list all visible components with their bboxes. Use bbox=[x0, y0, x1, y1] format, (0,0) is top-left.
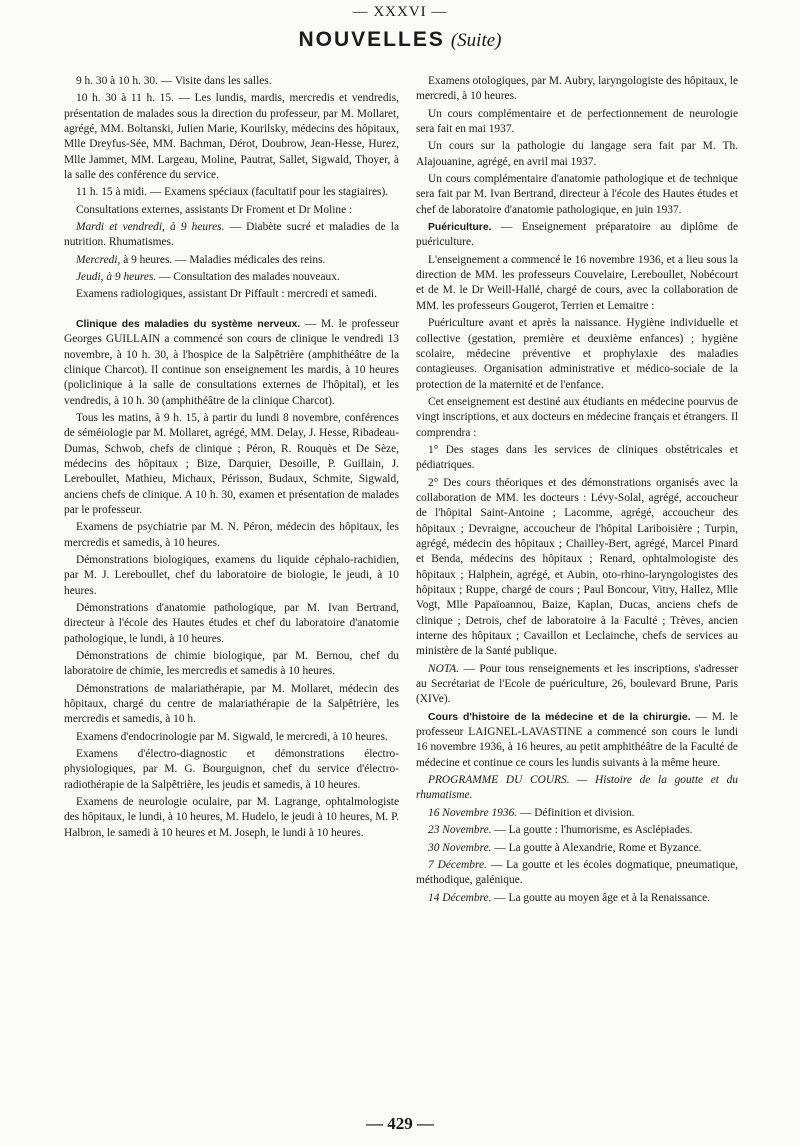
paragraph-lead: Mardi et vendredi, à 9 heures. bbox=[76, 221, 225, 234]
paragraph-text: — Définition et division. bbox=[517, 806, 635, 819]
paragraph bbox=[416, 662, 738, 708]
paragraph-text: Démonstrations biologiques, examens du liquide céphalo-rachidien, par M. J. Lereboullet, chef du laboratoire de biologie, le jeudi, à 10 heures. bbox=[64, 553, 399, 597]
paragraph-text: Cet enseignement est destiné aux étudiants en médecine pourvus de vingt inscriptions, et aux docteurs en médecine français et étrangers. Il comprendra : bbox=[416, 395, 738, 439]
paragraph-text: Un cours complémentaire d'anatomie pathologique et de technique sera fait par M. Ivan Bertrand, directeur à l'école des Hautes études et chef de laboratoire d'anatomie pathologique, en juin 1937. bbox=[416, 173, 738, 216]
page-title bbox=[0, 28, 800, 52]
section-heading: Puériculture. bbox=[428, 222, 492, 234]
paragraph bbox=[64, 730, 399, 745]
paragraph bbox=[416, 858, 738, 889]
right-column bbox=[416, 74, 738, 908]
running-head: — XXXVI — bbox=[352, 4, 448, 20]
paragraph-text: 11 h. 15 à midi. — Examens spéciaux (facultatif pour les stagiaires). bbox=[76, 186, 389, 199]
paragraph-text: — Diabète sucré et maladies de la nutrition. Rhumatismes. bbox=[64, 221, 399, 249]
paragraph-lead: 23 Novembre. bbox=[428, 824, 492, 837]
paragraph-text: — M. le professeur LAIGNEL-LAVASTINE a commencé son cours le lundi 16 novembre 1936, à 16 heures, au petit amphithéâtre de la Faculté de médecine et continue ce cours les lundis suivants à la même heure. bbox=[416, 710, 738, 769]
paragraph-text: — La goutte à Alexandrie, Rome et Byzance. bbox=[491, 841, 702, 854]
paragraph bbox=[64, 203, 399, 218]
paragraph-text: — La goutte : l'humorisme, es Asclépiades. bbox=[491, 824, 693, 837]
left-column bbox=[64, 74, 399, 843]
paragraph-lead: 16 Novembre 1936. bbox=[428, 806, 518, 819]
paragraph-text: 2° Des cours théoriques et des démonstrations organisés avec la collaboration de MM. les docteurs : Lévy-Solal, agrégé, accoucheur de l'hôpital Saint-Antoine ; Lacomme, agrégé, accoucheur des hôpitaux ; Devraigne, accoucheur de l'hôpital Lariboisière ; Turpin, agrégé, médecin des hôpitaux ; Chailley-Bert, agrégé, Marcel Pinard et Benda, médecins des hôpitaux ; Renard, ophtalmologiste des hôpitaux ; Halphein, agrégé, et Aubin, oto-rhino-laryngologistes des hôpitaux ; Ruppe, chargé de cours ; Paul Boncour, Vitry, Hallez, Mlle Vogt, Mlle Papaïoannou, Baize, Kaplan, Ducas, anciens chefs de clinique ; Detrois, chef de laboratoire à la Faculté ; Trèves, ancien interne des hôpitaux ; Cavaillon et Leclainche, chefs de services au ministère de la Santé publique. bbox=[416, 476, 738, 658]
paragraph-text: Tous les matins, à 9 h. 15, à partir du lundi 8 novembre, conférences de séméiologie par M. Mollaret, agrégé, MM. Delay, J. Hesse, Ribadeau-Dumas, Schwob, chefs de clinique ; Péron, R. Rouquès et De Sèze, médecins des hôpitaux ; Bize, Darquier, Desoille, P. Guillain, J. Lereboullet, Mathieu, Michaux, Périsson, Budaux, Schmite, Sigwald, anciens chefs de clinique. A 10 h. 30, examen et présentation de malades par le professeur. bbox=[64, 411, 399, 516]
paragraph bbox=[64, 520, 399, 551]
paragraph-text: Examens de psychiatrie par M. N. Péron, médecin des hôpitaux, les mercredis et samedis, à 10 heures. bbox=[64, 521, 399, 549]
section-heading: Clinique des maladies du système nerveux. bbox=[76, 318, 301, 330]
paragraph-text: Consultations externes, assistants Dr Froment et Dr Moline : bbox=[76, 203, 353, 216]
paragraph bbox=[64, 220, 399, 251]
paragraph-text: Démonstrations d'anatomie pathologique, par M. Ivan Bertrand, directeur à l'école des Hautes études et chef du laboratoire d'anatomie pathologique, le lundi, à 10 heures. bbox=[64, 602, 399, 645]
paragraph bbox=[64, 91, 399, 183]
paragraph bbox=[416, 443, 738, 474]
paragraph-text: Examens d'électro-diagnostic et démonstrations électro-physiologiques, par M. G. Bourguignon, chef du service d'électro-radiothérapie de la Salpêtrière, les jeudis et samedis, à 10 heures. bbox=[64, 748, 399, 791]
paragraph bbox=[64, 682, 399, 728]
paragraph bbox=[416, 823, 738, 838]
paragraph-lead: Jeudi, à 9 heures. bbox=[76, 271, 157, 284]
paragraph bbox=[64, 287, 399, 302]
paragraph bbox=[64, 601, 399, 647]
paragraph-text: L'enseignement a commencé le 16 novembre 1936, et a lieu sous la direction de MM. les professeurs Couvelaire, Lereboullet, Nobécourt et de M. le Dr Weill-Hallé, chargé de cours, avec la collaboration de MM. les professeurs Gougerot, Terrien et Lemaitre : bbox=[416, 253, 738, 312]
paragraph-lead: 7 Décembre. bbox=[428, 858, 487, 871]
paragraph-text: Un cours complémentaire et de perfectionnement de neurologie sera fait en mai 1937. bbox=[416, 107, 738, 136]
paragraph-text: — Pour tous renseignements et les inscriptions, s'adresser au Secrétariat de l'Ecole de puériculture, 26, boulevard Brune, Paris (XIVe). bbox=[416, 662, 738, 706]
paragraph bbox=[64, 270, 399, 285]
page-number: — 429 — bbox=[366, 1114, 434, 1133]
paragraph-lead: 30 Novembre. bbox=[428, 841, 492, 854]
paragraph-text: 9 h. 30 à 10 h. 30. — Visite dans les salles. bbox=[76, 75, 272, 87]
section-heading: Cours d'histoire de la médecine et de la chirurgie. bbox=[428, 711, 691, 723]
paragraph-text: Examens otologiques, par M. Aubry, laryngologiste des hôpitaux, le mercredi, à 10 heures. bbox=[416, 75, 738, 103]
paragraph bbox=[416, 395, 738, 441]
title-suffix: (Suite) bbox=[450, 30, 502, 51]
paragraph-text: à 9 heures. — Maladies médicales des reins. bbox=[120, 253, 326, 266]
paragraph bbox=[64, 253, 399, 268]
paragraph bbox=[416, 773, 738, 804]
paragraph bbox=[64, 74, 399, 89]
paragraph-text: Examens de neurologie oculaire, par M. Lagrange, ophtalmologiste des hôpitaux, le lundi, à 10 heures, M. Hudelo, le jeudi à 10 heures, M. P. Halbron, le samedi à 10 heures et M. Joseph, le lundi à 10 heures. bbox=[64, 796, 399, 839]
paragraph-text: Démonstrations de chimie biologique, par M. Bernou, chef du laboratoire de chimie, les mercredis et samedis à 10 heures. bbox=[64, 650, 399, 678]
paragraph-text: Examens d'endocrinologie par M. Sigwald, le mercredi, à 10 heures. bbox=[76, 730, 388, 743]
paragraph-text: — M. le professeur Georges GUILLAIN a commencé son cours de clinique le vendredi 13 novembre, à 10 h. 30, à l'hospice de la Salpêtrière (amphithéâtre de la clinique Charcot). Il continue son enseignement les mardis, à 10 heures (policlinique à la salle de consultations externes de l'hôpital), et les vendredis, à 10 h. 30 (amphithéâtre de la clinique Charcot). bbox=[64, 317, 400, 407]
paragraph-text: Un cours sur la pathologie du langage sera fait par M. Th. Alajouanine, agrégé, en avril mai 1937. bbox=[416, 140, 738, 168]
paragraph-text: Puériculture avant et après la naissance. Hygiène individuelle et collective (gestation, première et deuxième enfances) ; hygiène scolaire, médecine préventive et prophylaxie des maladies contagieuses. Organisation administrative et médico-sociale de la protection de la maternité et de l'enfance. bbox=[416, 317, 738, 391]
paragraph-text: 10 h. 30 à 11 h. 15. — Les lundis, mardis, mercredis et vendredis, présentation de malades sous la direction du professeur, par M. Mollaret, agrégé, MM. Boltanski, Julien Marie, Kourilsky, médecins des hôpitaux, Mlle Dreyfus-Sée, MM. Bachman, Dérot, Doubrow, Jean-Hesse, Hurez, Mlle Jammet, MM. Largeau, Moline, Pautrat, Sallet, Sigwald, Thoyer, à la salle des conférence du service. bbox=[64, 92, 399, 182]
paragraph bbox=[416, 253, 738, 314]
paragraph bbox=[64, 649, 399, 680]
paragraph bbox=[416, 107, 738, 138]
paragraph-lead: NOTA. bbox=[428, 662, 460, 675]
paragraph-text: — La goutte au moyen âge et à la Renaissance. bbox=[491, 891, 711, 904]
paragraph-lead: Mercredi, bbox=[76, 253, 121, 266]
paragraph-lead: PROGRAMME DU COURS. — Histoire de la goutte et du rhumatisme. bbox=[416, 774, 738, 802]
paragraph bbox=[416, 74, 738, 105]
paragraph-text: 1° Des stages dans les services de cliniques obstétricales et pédiatriques. bbox=[416, 443, 738, 472]
paragraph-text: — La goutte et les écoles dogmatique, pneumatique, méthodique, galénique. bbox=[416, 858, 738, 887]
paragraph bbox=[416, 476, 738, 660]
paragraph bbox=[64, 317, 399, 409]
paragraph-lead: 14 Décembre. bbox=[428, 891, 492, 904]
paragraph-text: — Enseignement préparatoire au diplôme de puériculture. bbox=[416, 221, 738, 249]
paragraph bbox=[416, 172, 738, 218]
paragraph bbox=[416, 806, 738, 821]
paragraph bbox=[416, 220, 738, 251]
paragraph-text: Démonstrations de malariathérapie, par M. Mollaret, médecin des hôpitaux, chargé du centre de malariathérapie de la Salpêtrière, les mercredis et samedis, à 10 h. bbox=[64, 682, 399, 726]
paragraph bbox=[64, 747, 399, 793]
paragraph-text: Examens radiologiques, assistant Dr Piffault : mercredi et samedi. bbox=[76, 288, 377, 301]
paragraph bbox=[416, 139, 738, 170]
paragraph bbox=[416, 316, 738, 393]
paragraph bbox=[416, 710, 738, 771]
paragraph bbox=[64, 795, 399, 841]
paragraph bbox=[416, 841, 738, 856]
paragraph bbox=[416, 891, 738, 906]
paragraph bbox=[64, 411, 399, 518]
paragraph bbox=[64, 553, 399, 599]
paragraph-text: — Consultation des malades nouveaux. bbox=[156, 271, 340, 284]
paragraph bbox=[64, 185, 399, 200]
title-text: NOUVELLES bbox=[298, 28, 445, 51]
